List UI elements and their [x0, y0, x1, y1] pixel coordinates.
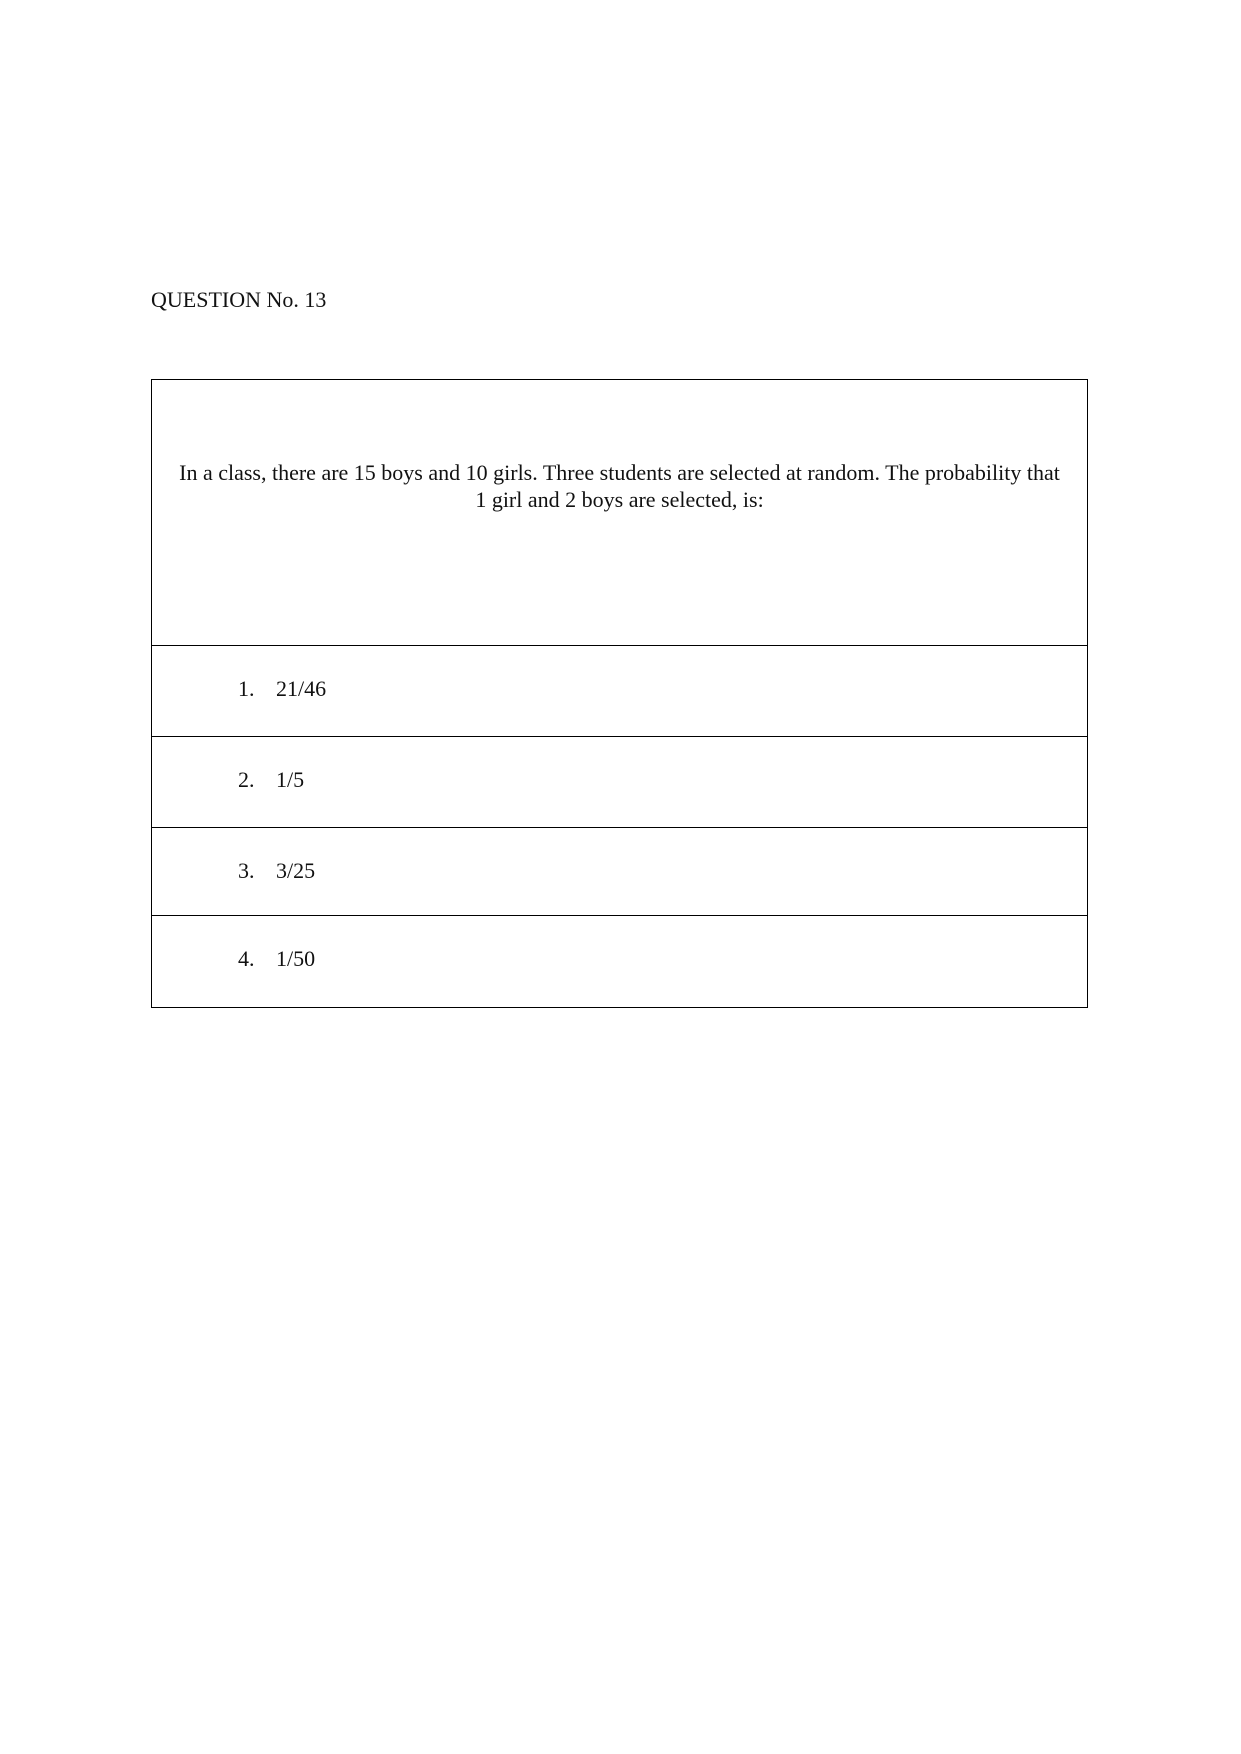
question-table [151, 379, 1088, 1008]
question-heading: QUESTION No. 13 [151, 287, 327, 312]
option-text: 1/50 [276, 946, 316, 971]
question-stem: In a class, there are 15 boys and 10 girls. Three students are selected at random. The probability that 1 girl and 2 boys are selected, is: [152, 380, 1087, 646]
option-2[interactable] [152, 737, 1087, 828]
option-number: 4. [238, 946, 255, 971]
option-text: 3/25 [276, 858, 316, 883]
option-number: 2. [238, 767, 255, 792]
option-1[interactable] [152, 646, 1087, 737]
option-text: 21/46 [276, 676, 327, 701]
option-number: 1. [238, 676, 255, 701]
option-text: 1/5 [276, 767, 305, 792]
option-3[interactable] [152, 828, 1087, 916]
option-number: 3. [238, 858, 255, 883]
option-4[interactable] [152, 916, 1087, 1007]
